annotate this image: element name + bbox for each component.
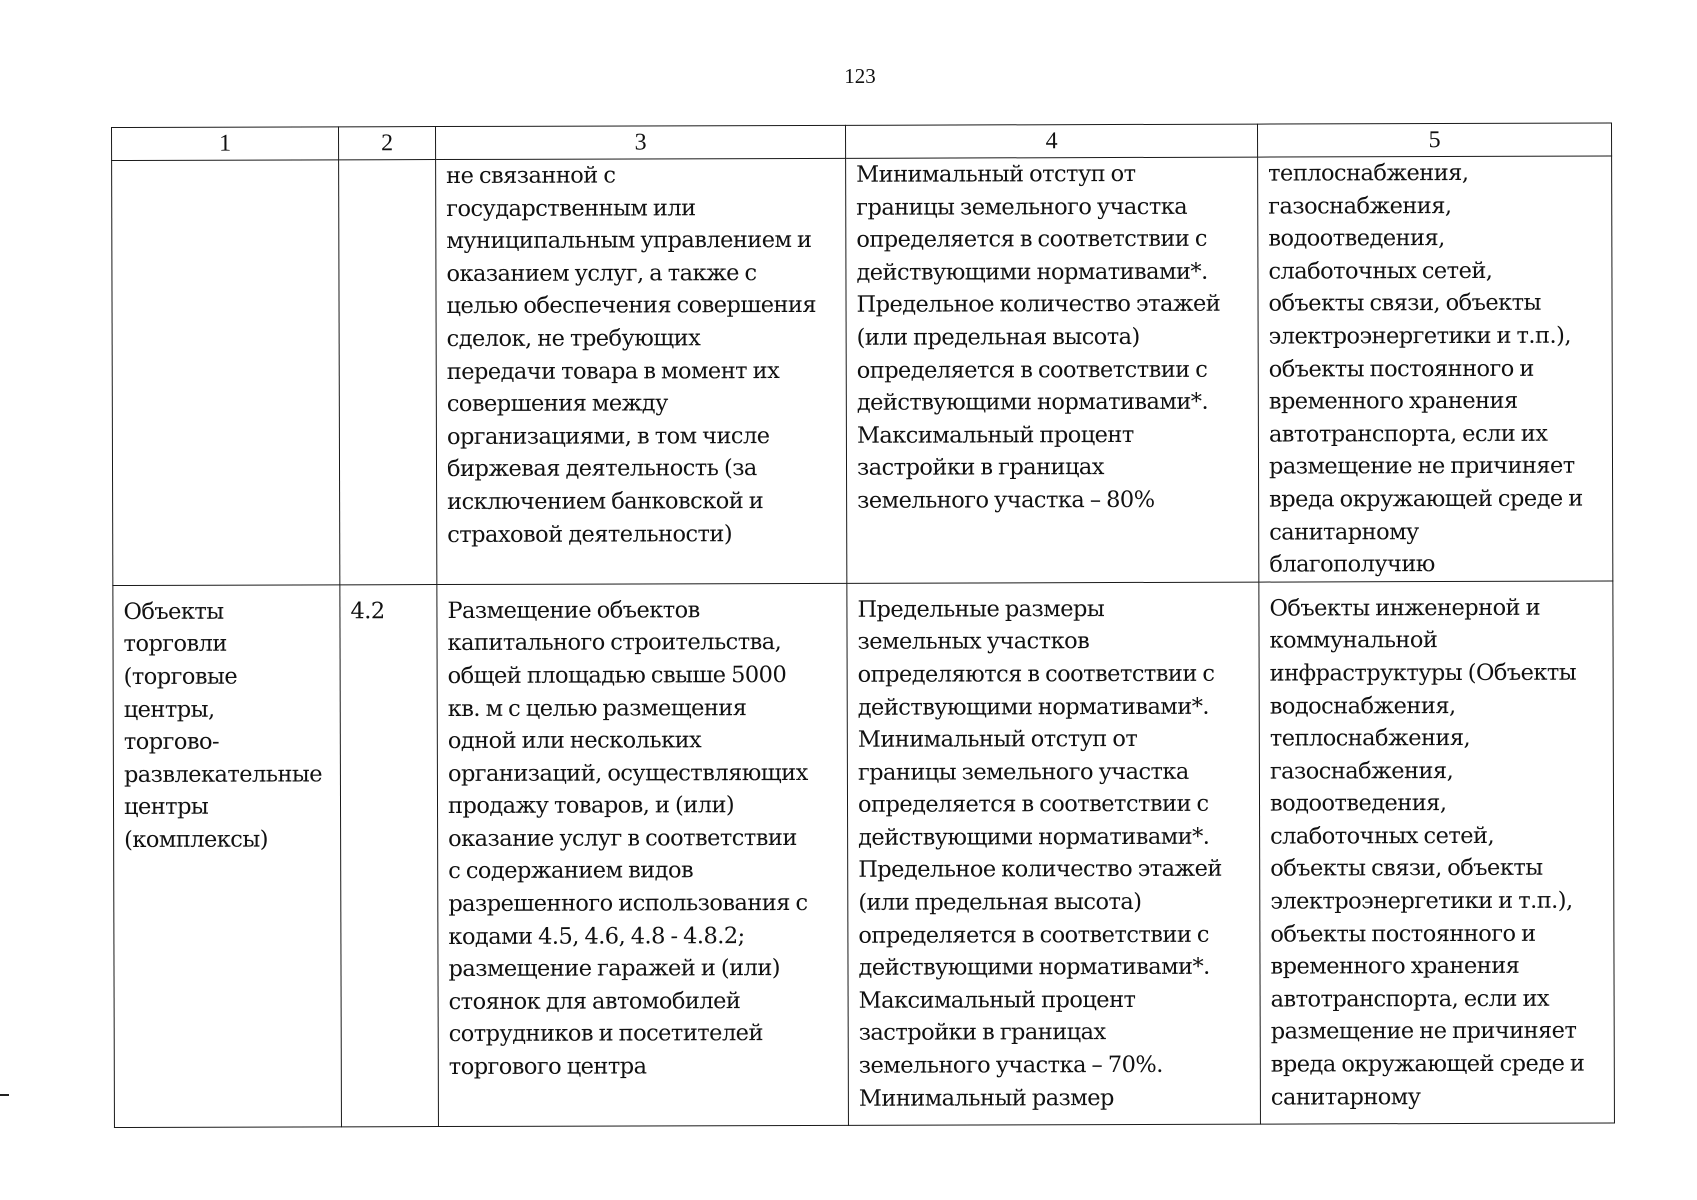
column-number-3: 3 [436,125,846,159]
use-type-description-cell [436,158,847,584]
table-row [113,581,1615,1127]
margin-tick-mark [0,1094,9,1096]
use-type-code-cell [339,160,437,585]
table-header-row [112,123,1612,160]
use-type-description-cell [437,583,849,1126]
column-number-2: 2 [339,127,436,160]
column-number-5: 5 [1257,123,1611,157]
page-number: 123 [844,64,876,88]
building-parameters-cell [846,157,1259,583]
use-type-name: Объекты торговли (торговые центры, торгово- развлекательные центры (комплексы) [123,598,323,853]
auxiliary-uses-cell [1258,156,1613,582]
column-number-4: 4 [845,124,1257,158]
auxiliary-uses: Объекты инженерной и коммунальной инфраструктуры (Объекты водоснабжения, теплоснабжения, газоснабжения, водоотведения, слаботочных сетей, объекты связи, объекты электроэнергетики и т.п.), объекты постоянного и временного хранения автотранспорта, если их размещение не причиняет вреда окружающей среде и санитарному [1269,594,1585,1111]
use-type-code: 4.2 [350,597,385,625]
use-type-name-cell [113,585,342,1128]
building-parameters-cell [847,582,1261,1125]
use-type-description: Размещение объектов капитального строительства, общей площадью свыше 5000 кв. м с целью размещения одной или нескольких организаций, осуществляющих продажу товаров, и (или) оказание услуг в соответствии с содержанием видов разрешенного использования с кодами 4.5, 4.6, 4.8 - 4.8.2; размещение гаражей и (или) стоянок для автомобилей сотрудников и посетителей торгового центра [447,596,808,1081]
zoning-regulations-table [111,123,1615,1128]
use-type-name-cell [112,160,340,585]
use-type-name [122,160,330,161]
auxiliary-uses-cell [1259,581,1615,1124]
use-type-description: не связанной с государственным или муниципальным управлением и оказанием услуг, а также с целью обеспечения совершения сделок, не требующих передачи товара в момент их совершения между организациями, в том числе биржевая деятельность (за исключением банковской и страховой деятельности) [446,162,817,548]
use-type-code-cell [340,584,439,1126]
building-parameters: Предельные размеры земельных участков определяются в соответствии с действующими нормативами*. Минимальный отступ от границы земельного участка определяется в соответствии с действующими нормативами*. Предельное количество этажей (или предельная высота) определяется в соответствии с действующими нормативами*. Максимальный процент застройки в границах земельного участка – 70%. Минимальный размер [857,595,1222,1112]
building-parameters: Минимальный отступ от границы земельного участка определяется в соответствии с действующими нормативами*. Предельное количество этажей (или предельная высота) определяется в соответствии с действующими нормативами*. Максимальный процент застройки в границах земельного участка – 80% [856,160,1221,514]
column-number-1: 1 [112,127,339,161]
auxiliary-uses: теплоснабжения, газоснабжения, водоотведения, слаботочных сетей, объекты связи, объекты электроэнергетики и т.п.), объекты постоянного и временного хранения автотранспорта, если их размещение не причиняет вреда окружающей среде и санитарному благополучию [1268,159,1583,578]
table-row [112,156,1613,585]
